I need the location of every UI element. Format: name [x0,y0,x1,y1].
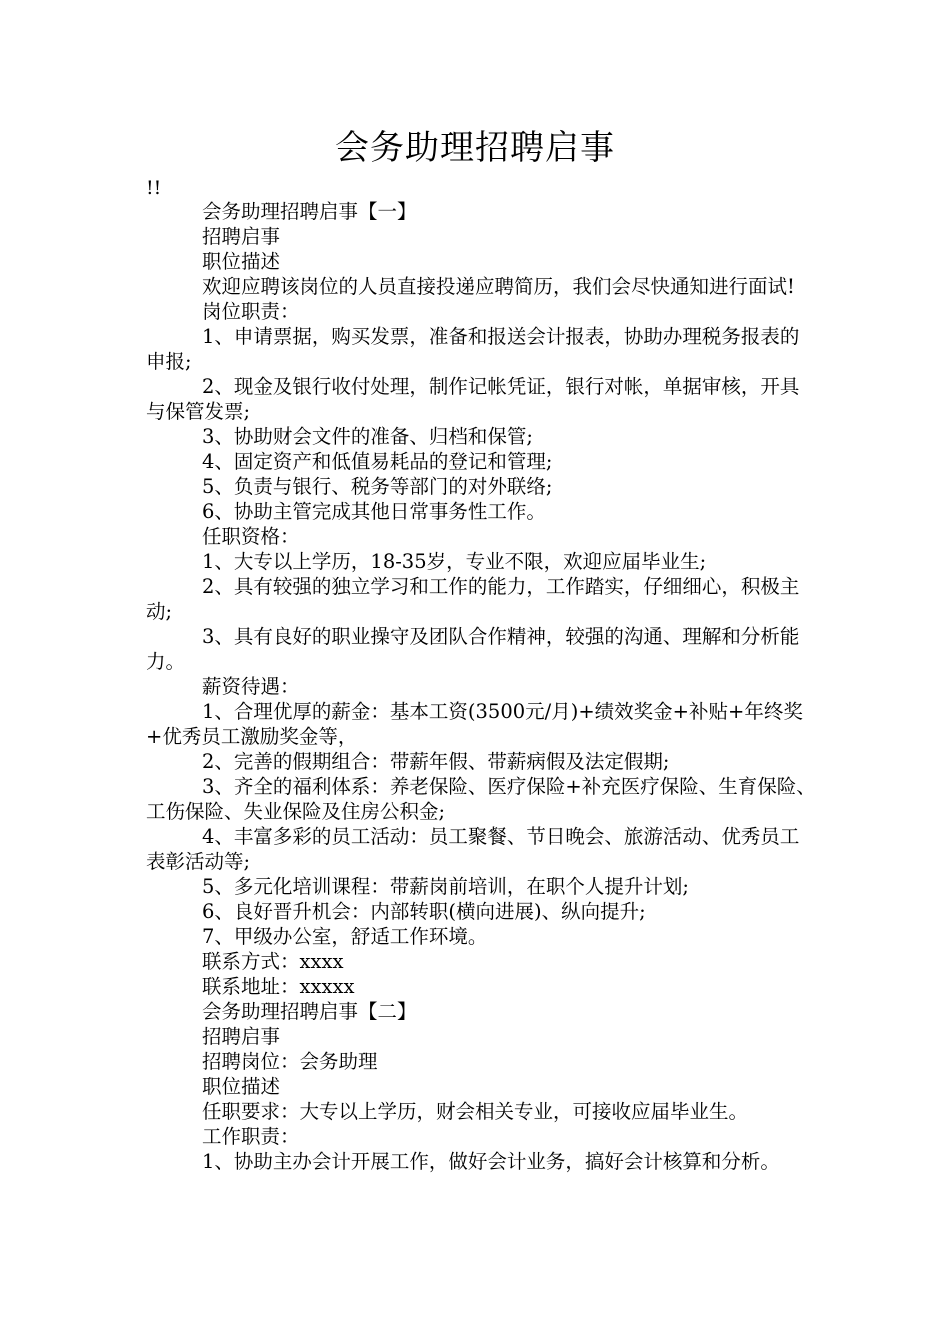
list-item: 1、大专以上学历，18-35岁，专业不限，欢迎应届毕业生; [202,550,707,573]
list-item: 1、协助主办会计开展工作，做好会计业务，搞好会计核算和分析。 [202,1150,780,1173]
list-item: 5、多元化培训课程：带薪岗前培训，在职个人提升计划; [202,875,689,898]
list-item: 2、完善的假期组合：带薪年假、带薪病假及法定假期; [202,750,670,773]
list-item: 4、固定资产和低值易耗品的登记和管理; [202,450,553,473]
list-item: 1、申请票据，购买发票，准备和报送会计报表，协助办理税务报表的申报; [146,325,800,373]
paragraph: 职位描述 [202,1075,281,1098]
list-item: 3、具有良好的职业操守及团队合作精神，较强的沟通、理解和分析能力。 [146,625,800,673]
document-marks: !! [146,177,162,199]
list-item: 6、良好晋升机会：内部转职(横向进展)、纵向提升; [202,900,646,923]
paragraph: 招聘启事 [202,1025,281,1048]
paragraph: 任职资格： [202,525,300,548]
paragraph: 职位描述 [202,250,281,273]
paragraph: 招聘启事 [202,225,281,248]
paragraph: 欢迎应聘该岗位的人员直接投递应聘简历，我们会尽快通知进行面试! [202,275,795,298]
paragraph: 联系方式：xxxx [202,950,344,973]
document-title: 会务助理招聘启事 [335,128,615,168]
list-item: 6、协助主管完成其他日常事务性工作。 [202,500,546,523]
section-heading: 会务助理招聘启事【一】 [202,200,417,223]
list-item: 3、协助财会文件的准备、归档和保管; [202,425,533,448]
paragraph: 联系地址：xxxxx [202,975,355,998]
section-heading: 会务助理招聘启事【二】 [202,1000,417,1023]
list-item: 7、甲级办公室，舒适工作环境。 [202,925,488,948]
paragraph: 任职要求：大专以上学历，财会相关专业，可接收应届毕业生。 [202,1100,749,1123]
list-item: 5、负责与银行、税务等部门的对外联络; [202,475,553,498]
paragraph: 薪资待遇： [202,675,300,698]
list-item: 1、合理优厚的薪金：基本工资(3500元/月)+绩效奖金+补贴+年终奖+优秀员工激励奖金等， [146,700,803,748]
paragraph: 工作职责： [202,1125,300,1148]
list-item: 2、具有较强的独立学习和工作的能力，工作踏实，仔细细心，积极主动; [146,575,800,623]
list-item: 3、齐全的福利体系：养老保险、医疗保险+补充医疗保险、生育保险、工伤保险、失业保险及住房公积金; [146,775,816,823]
paragraph: 岗位职责： [202,300,300,323]
list-item: 2、现金及银行收付处理，制作记帐凭证，银行对帐，单据审核，开具与保管发票; [146,375,800,423]
document-body [146,199,818,1174]
paragraph: 招聘岗位：会务助理 [202,1050,378,1073]
list-item: 4、丰富多彩的员工活动：员工聚餐、节日晚会、旅游活动、优秀员工表彰活动等; [146,825,800,873]
